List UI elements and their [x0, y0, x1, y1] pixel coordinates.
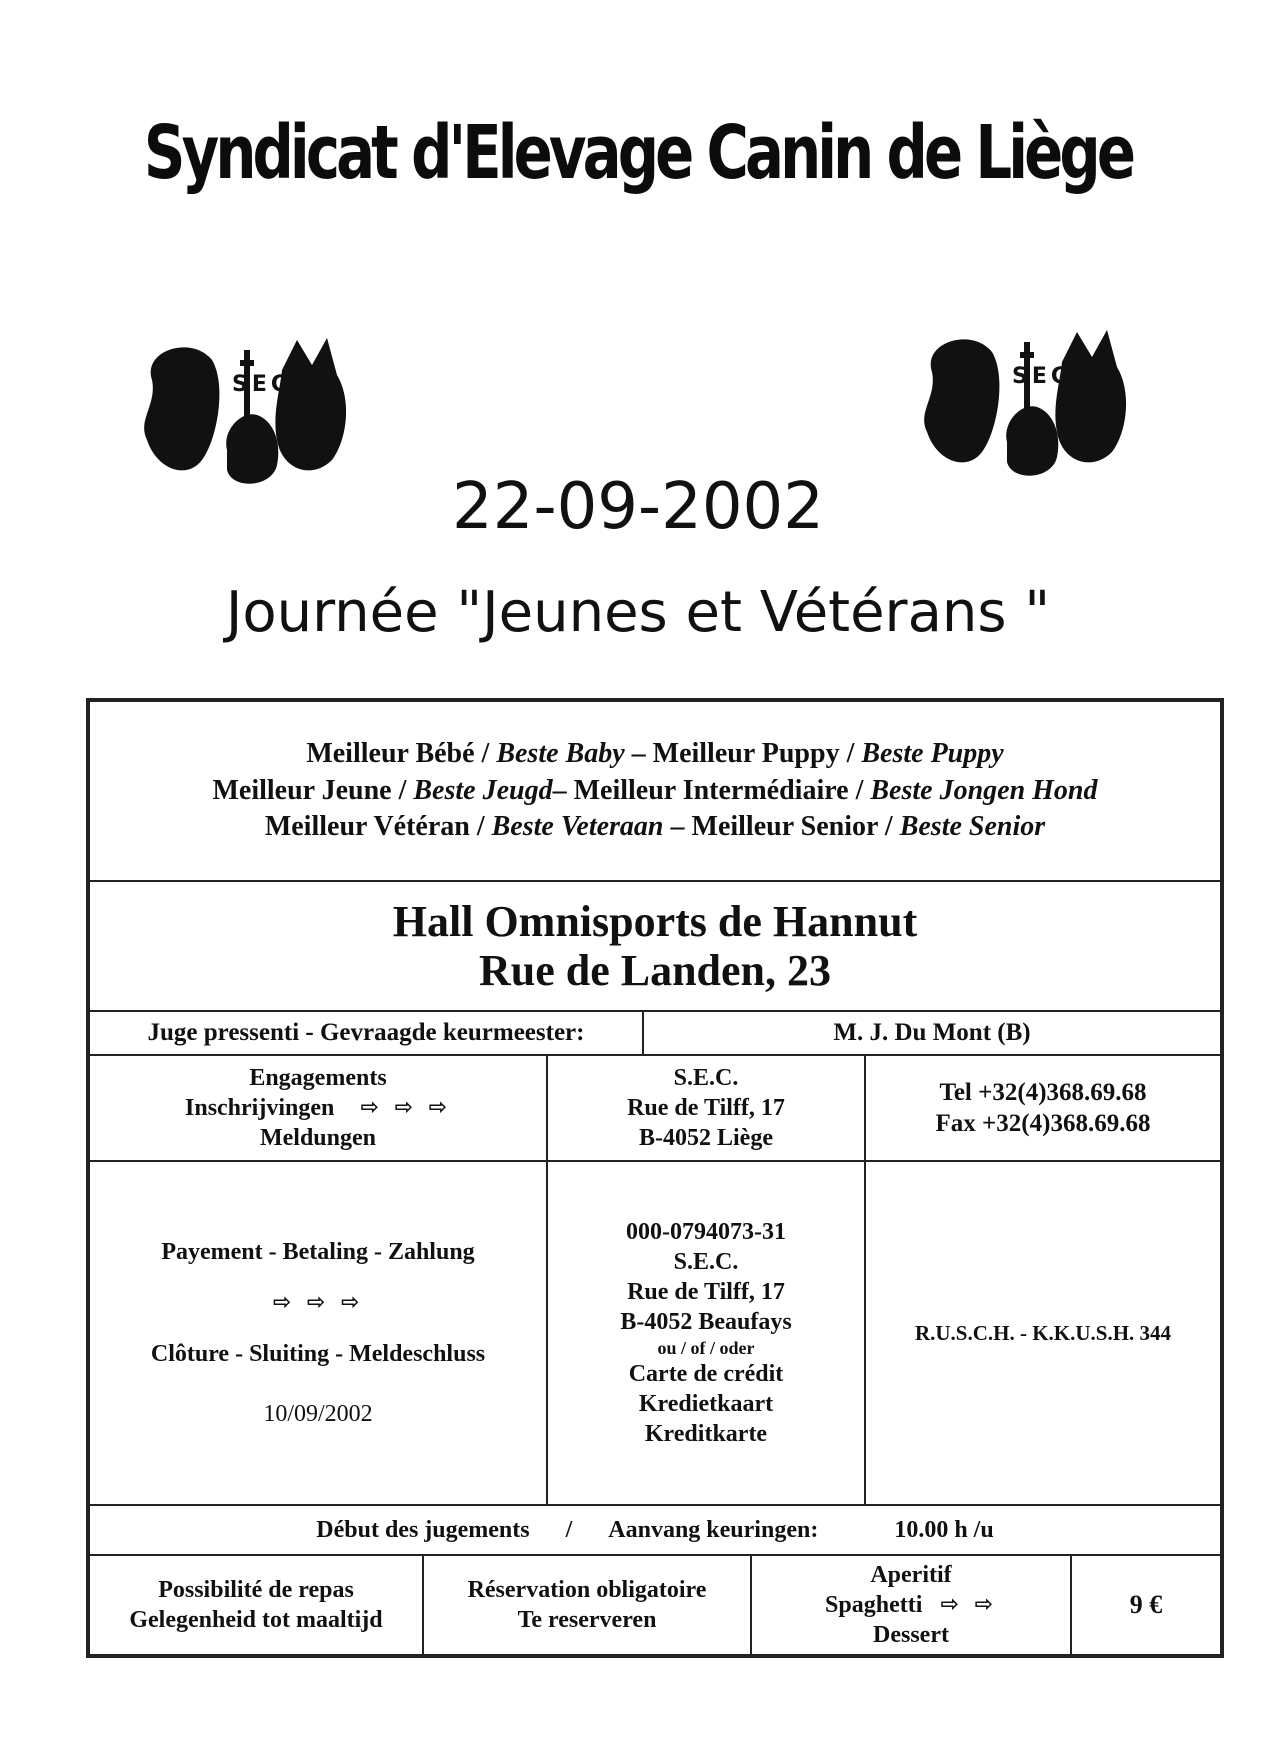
entries-contact-cell — [864, 1054, 1222, 1162]
entries-address-cell — [546, 1054, 866, 1162]
payment-address-line: B-4052 Beaufays — [620, 1308, 792, 1335]
card-label: Kredietkaart — [638, 1391, 774, 1418]
award-fr: Meilleur Vétéran — [264, 811, 470, 843]
judge-label-cell — [88, 1010, 644, 1056]
bank-account: 000-0794073-31 — [626, 1218, 786, 1245]
judge-label: Juge pressenti - Gevraagde keurmeester: — [147, 1019, 585, 1047]
judging-start-row — [316, 1515, 993, 1545]
menu-item: Aperitif — [870, 1562, 952, 1588]
entries-label-fr: Engagements — [249, 1065, 387, 1091]
entries-label-row — [185, 1093, 451, 1123]
judge-name-cell — [642, 1010, 1222, 1056]
awards-line-3: Meilleur Vétéran / Beste Veteraan – Meilleur Senior / Beste Senior — [264, 811, 1046, 843]
award-nl: Beste Baby — [496, 737, 625, 769]
menu-item: Spaghetti — [825, 1592, 923, 1618]
dogs-emblem-icon — [132, 330, 402, 490]
entries-label-de: Meldungen — [259, 1125, 376, 1151]
page-title: Syndicat d'Elevage Canin de Liège — [143, 110, 1133, 196]
arrow-right-icon: ⇨ ⇨ ⇨ — [360, 1095, 451, 1121]
payment-label: Payement - Betaling - Zahlung — [161, 1239, 475, 1266]
payment-address-line: S.E.C. — [673, 1248, 739, 1275]
reservation-fr: Réservation obligatoire — [467, 1577, 707, 1603]
closing-date: 10/09/2002 — [263, 1400, 373, 1427]
awards-line-2: Meilleur Jeune / Beste Jeugd– Meilleur Intermédiaire / Beste Jongen Hond — [212, 774, 1098, 806]
card-label: Kreditkarte — [644, 1421, 768, 1448]
registration-number: R.U.S.C.H. - K.K.U.S.H. 344 — [914, 1320, 1172, 1345]
phone-number: Tel +32(4)368.69.68 — [939, 1078, 1147, 1106]
dogs-emblem-icon — [912, 322, 1182, 482]
entries-address-line: S.E.C. — [673, 1065, 739, 1091]
venue-name: Hall Omnisports de Hannut — [392, 896, 918, 946]
meal-label-fr: Possibilité de repas — [158, 1577, 354, 1603]
award-fr: Meilleur Puppy — [652, 737, 840, 769]
logo-text: SEC — [232, 372, 292, 397]
arrow-right-icon: ⇨ ⇨ — [940, 1592, 997, 1618]
meal-price-cell — [1070, 1554, 1222, 1656]
arrow-right-icon: ⇨ ⇨ ⇨ — [272, 1290, 364, 1316]
award-fr: Meilleur Jeune — [212, 774, 392, 806]
entries-label-cell — [88, 1054, 548, 1162]
awards-cell — [88, 700, 1222, 882]
entries-label-nl: Inschrijvingen — [185, 1095, 335, 1121]
judging-label-nl: Aanvang keuringen: — [608, 1517, 819, 1543]
award-fr: Meilleur Bébé — [306, 737, 475, 769]
sec-logo-left — [132, 330, 402, 490]
closing-label: Clôture - Sluiting - Meldeschluss — [150, 1340, 486, 1367]
event-date: 22-09-2002 — [452, 470, 824, 544]
reservation-nl: Te reserveren — [517, 1607, 657, 1633]
venue-street: Rue de Landen, 23 — [478, 946, 832, 995]
meal-label-cell — [88, 1554, 424, 1656]
event-subtitle: Journée "Jeunes et Vétérans " — [225, 580, 1051, 645]
award-nl: Beste Veteraan — [491, 811, 664, 843]
or-label: ou / of / oder — [657, 1337, 755, 1358]
entries-address-line: B-4052 Liège — [639, 1125, 773, 1151]
judging-separator: / — [565, 1517, 573, 1543]
award-nl: Beste Jongen Hond — [870, 774, 1098, 806]
entries-address-line: Rue de Tilff, 17 — [627, 1095, 785, 1121]
judging-time: 10.00 h /u — [894, 1517, 994, 1543]
menu-item: Dessert — [873, 1622, 949, 1648]
judge-name: M. J. Du Mont (B) — [833, 1019, 1031, 1047]
logo-text: SEC — [1012, 364, 1072, 389]
meal-reservation-cell — [422, 1554, 752, 1656]
award-nl: Beste Senior — [899, 811, 1046, 843]
judging-start-cell — [88, 1504, 1222, 1556]
award-fr: Meilleur Senior — [691, 811, 878, 843]
venue-cell — [88, 880, 1222, 1012]
payment-account-cell — [546, 1160, 866, 1506]
card-label: Carte de crédit — [628, 1361, 784, 1388]
award-fr: Meilleur Intermédiaire — [573, 774, 849, 806]
sec-logo-right — [912, 322, 1182, 482]
fax-number: Fax +32(4)368.69.68 — [935, 1110, 1151, 1137]
meal-label-nl: Gelegenheid tot maaltijd — [129, 1607, 383, 1633]
award-nl: Beste Puppy — [861, 737, 1004, 769]
menu-row — [825, 1590, 997, 1620]
meal-menu-cell — [750, 1554, 1072, 1656]
info-table — [86, 698, 1224, 1658]
registration-cell — [864, 1160, 1222, 1506]
payment-label-cell — [88, 1160, 548, 1506]
judging-label-fr: Début des jugements — [316, 1517, 530, 1543]
meal-price: 9 € — [1129, 1589, 1163, 1619]
award-nl: Beste Jeugd — [413, 774, 553, 806]
payment-address-line: Rue de Tilff, 17 — [627, 1278, 785, 1305]
awards-line-1: Meilleur Bébé / Beste Baby – Meilleur Puppy / Beste Puppy — [306, 737, 1004, 769]
